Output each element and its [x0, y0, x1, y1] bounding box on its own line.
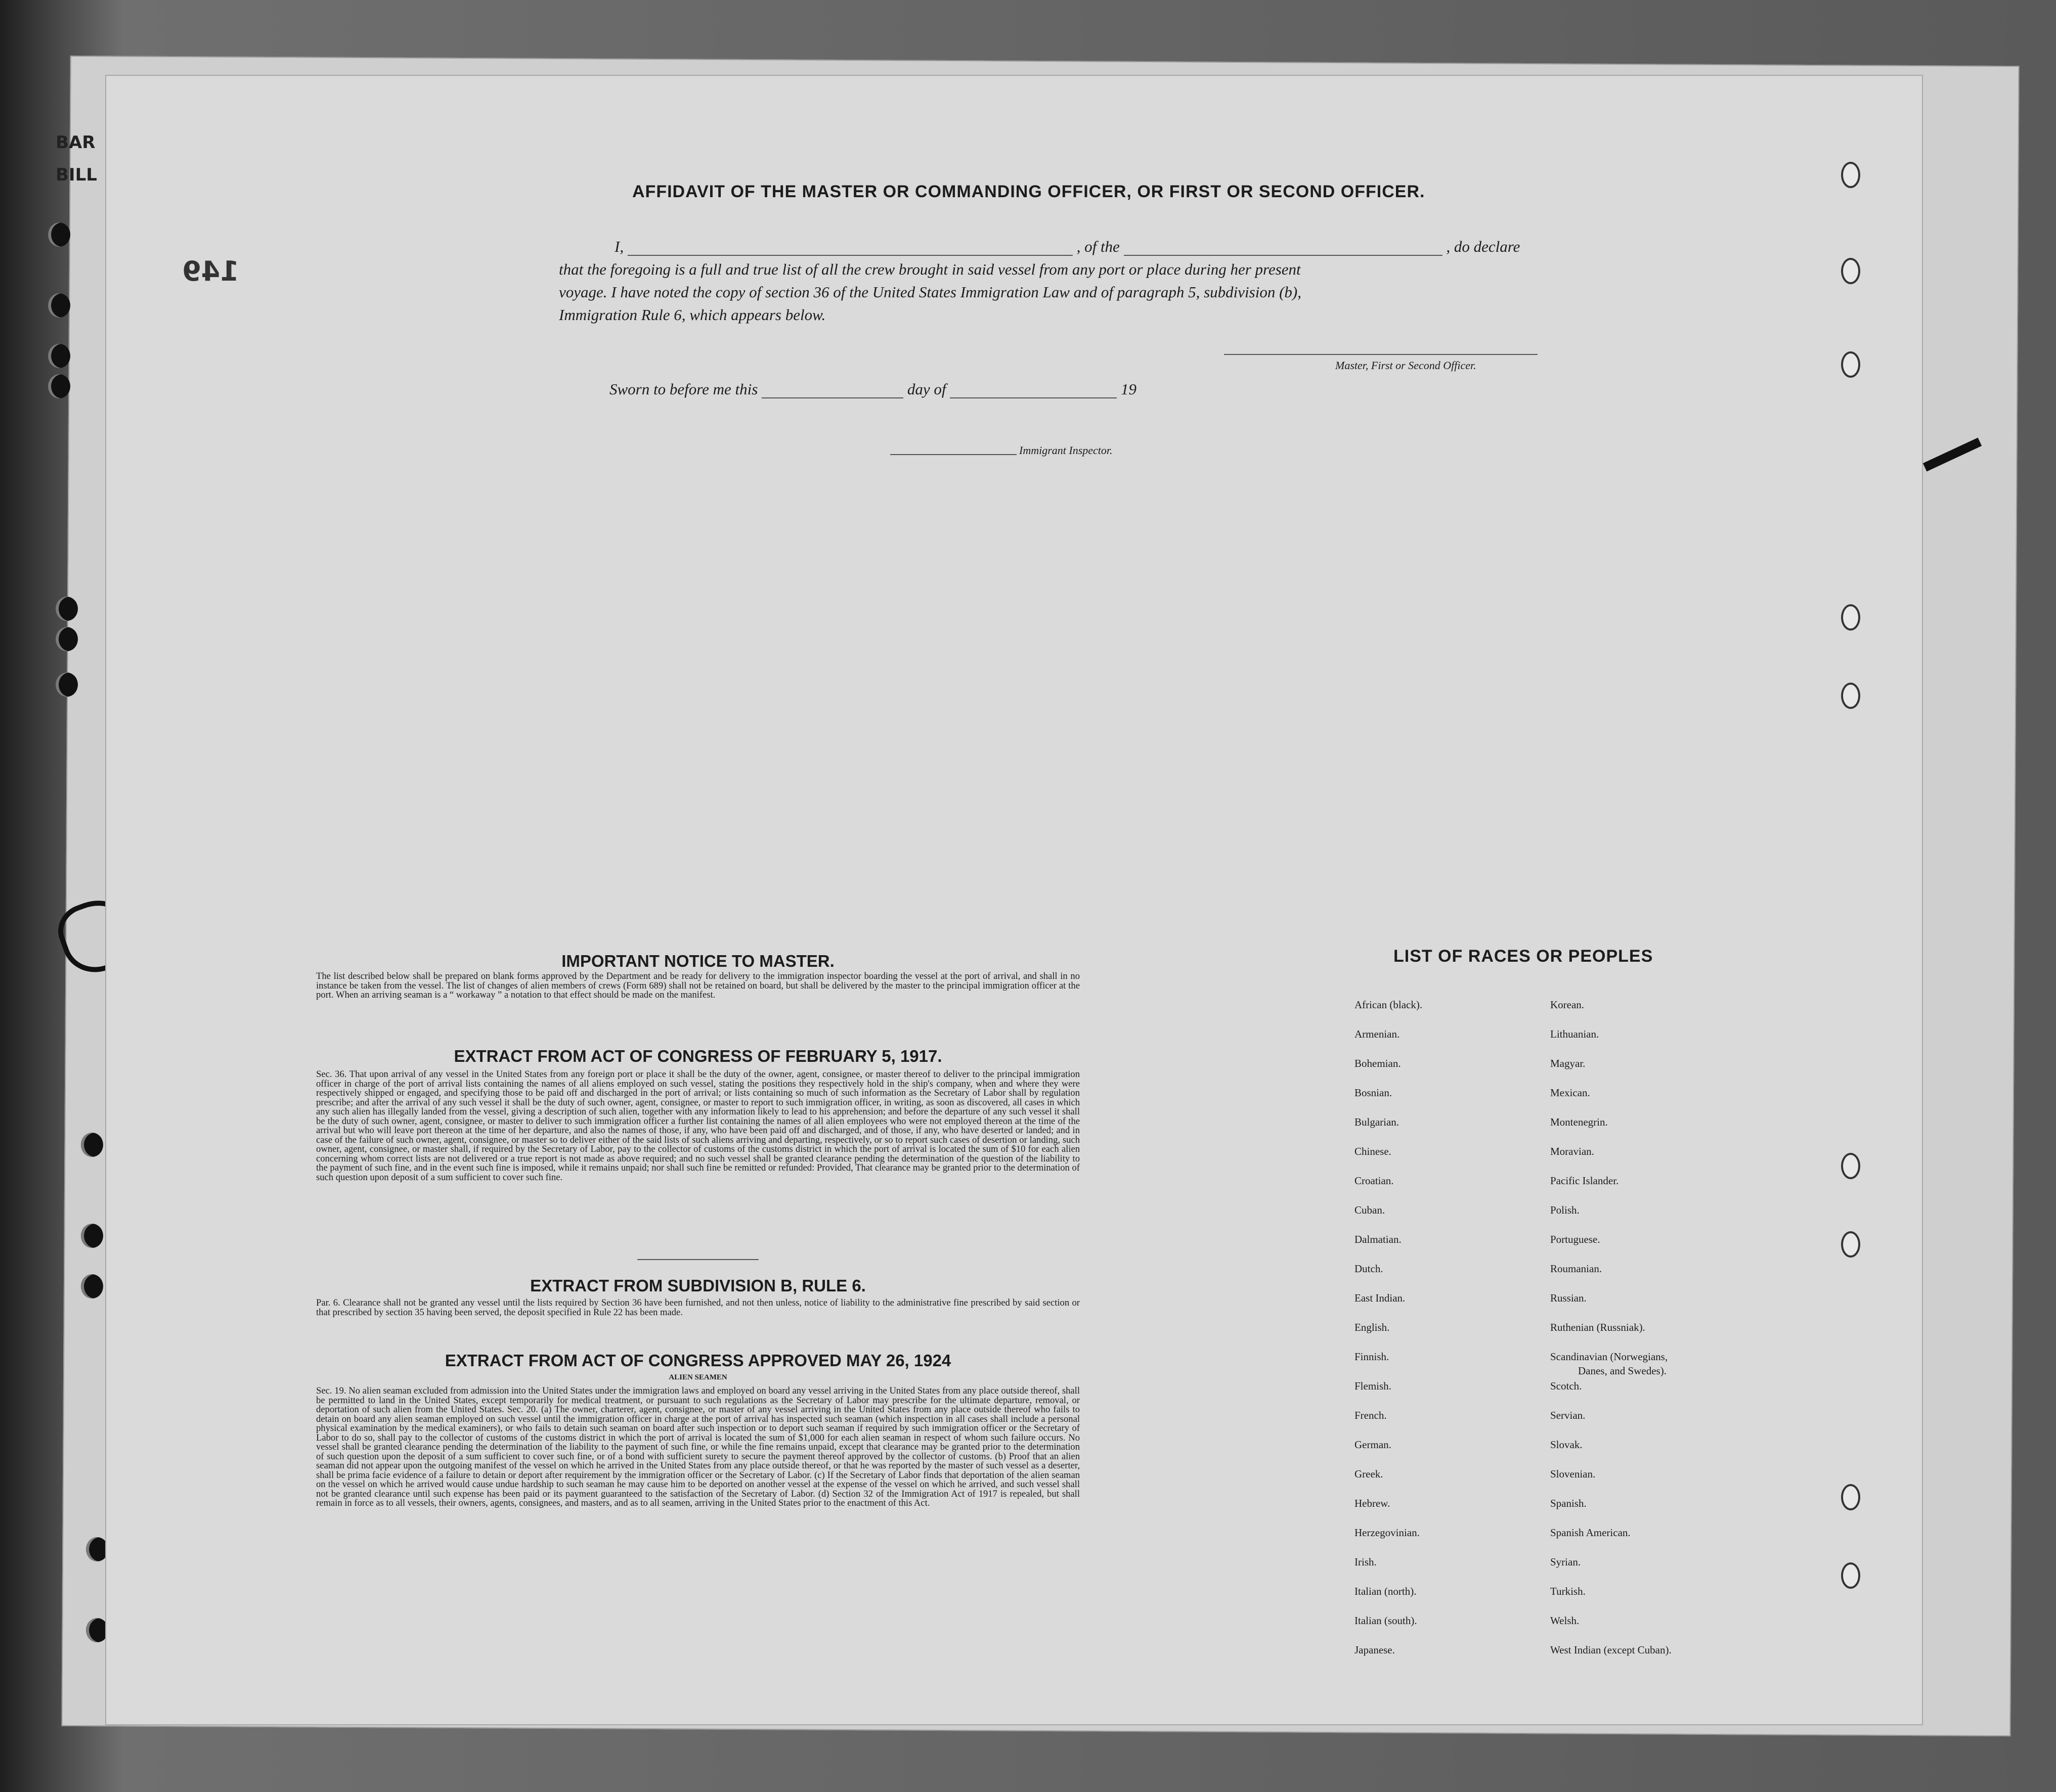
- year-prefix: 19: [1120, 380, 1136, 398]
- race-item: Roumanian.: [1550, 1263, 1602, 1275]
- race-item: Syrian.: [1550, 1556, 1581, 1568]
- binder-hole: [86, 1537, 108, 1561]
- extract-1917-text: Sec. 36. That upon arrival of any vessel in the United States from any foreign port or place it shall be the duty of the owner, agent, consignee, or master thereof to deliver to the principal immigration officer in charge of the port of arrival lists containing the names of all aliens employed on such vessel, stating the positions they respectively hold in the ship's company, when and where they were respectively shipped or engaged, and specifying those to be paid off and discharged in the port of arrival; or lists containing so much of such information as the Secretary of Labor shall by regulation prescribe; and after the arrival of any such vessel it shall be the duty of such owner, agent, consignee, or master to report to such immigration officer, in writing, as soon as discovered, all cases in which any such alien has illegally landed from the vessel, giving a description of such alien, together with any information likely to lead to his apprehension; and before the departure of any such vessel it shall be the duty of such owner, agent, consignee, or master to deliver to such immigration officer a further list containing the names of all alien employees who were not employed thereon at the time of the arrival but who will leave port thereon at the time of her departure, and also the names of those, if any, who have been paid off and discharged, and of those, if any, who have deserted or landed; and in case of the failure of such owner, agent, consignee, or master so to deliver either of the said lists of such aliens arriving and departing, respectively, or so to report such cases of desertion or landing, such owner, agent, consignee, or master shall, if required by the Secretary of Labor, pay to the collector of customs of the customs district in which the port of arrival is located the sum of $10 for each alien concerning whom correct lists are not delivered or a true report is not made as above required; and no such vessel shall be granted clearance pending the determination of the question of the liability to the payment of such fine, and in the event such fine is imposed, while it remains unpaid; nor shall such fine be remitted or refunded: Provided, That clearance may be granted prior to the determination of such question upon deposit of a sum sufficient to cover such fine.: [316, 1069, 1080, 1183]
- inspector-line: [890, 454, 1017, 455]
- binder-hole: [86, 1618, 108, 1642]
- notice-text: The list described below shall be prepared on blank forms approved by the Department and be ready for delivery to the immigration inspector boarding the vessel at the port of arrival, and shall in no instance be taken from the vessel. The list of changes of alien members of crews (Form 689) shall not be retained on board, but shall be delivered by the master to the principal immigration officer at the port. When an arriving seaman is a “ workaway ” a notation to that effect should be made on the manifest.: [316, 971, 1080, 1000]
- race-item: German.: [1354, 1439, 1391, 1451]
- margin-stamp-line: BAR: [56, 132, 96, 153]
- affidavit-i: I,: [615, 238, 624, 255]
- race-item: Moravian.: [1550, 1145, 1594, 1157]
- page-hole: [1841, 1231, 1860, 1258]
- race-item: Mexican.: [1550, 1087, 1590, 1099]
- page-hole: [1841, 351, 1860, 378]
- race-item: Croatian.: [1354, 1175, 1394, 1187]
- race-item: African (black).: [1354, 999, 1423, 1011]
- signature-line: [1224, 354, 1538, 355]
- page-hole: [1841, 1484, 1860, 1510]
- race-item: Bulgarian.: [1354, 1116, 1399, 1128]
- affidavit-title: AFFIDAVIT OF THE MASTER OR COMMANDING OFFICER, OR FIRST OR SECOND OFFICER.: [632, 182, 1425, 201]
- sworn-month-blank[interactable]: [950, 397, 1117, 398]
- signature-label: Master, First or Second Officer.: [1335, 359, 1476, 372]
- race-item: English.: [1354, 1321, 1390, 1333]
- affidavit-of-the: , of the: [1076, 238, 1120, 255]
- binder-hole: [48, 222, 70, 247]
- race-item: Slovak.: [1550, 1439, 1583, 1451]
- race-item: Pacific Islander.: [1550, 1175, 1619, 1187]
- page-hole: [1841, 258, 1860, 284]
- sworn-label: Sworn to before me this: [609, 380, 758, 398]
- extract-1924-subtitle: ALIEN SEAMEN: [669, 1373, 727, 1381]
- binder-hole: [56, 597, 78, 621]
- race-item: Welsh.: [1550, 1615, 1580, 1627]
- race-item: Slovenian.: [1550, 1468, 1596, 1480]
- page-hole: [1841, 683, 1860, 709]
- race-item: Portuguese.: [1550, 1233, 1600, 1245]
- extract-1924-title: EXTRACT FROM ACT OF CONGRESS APPROVED MAY 26, 1924: [445, 1351, 951, 1370]
- sworn-day-blank[interactable]: [762, 397, 903, 398]
- binder-hole: [48, 344, 70, 368]
- race-item: Scotch.: [1550, 1380, 1582, 1392]
- race-item: Dutch.: [1354, 1263, 1383, 1275]
- race-item: Herzegovinian.: [1354, 1527, 1420, 1539]
- race-item: Bohemian.: [1354, 1057, 1401, 1069]
- binder-hole: [48, 374, 70, 398]
- name-blank[interactable]: [628, 255, 1073, 256]
- race-item: Montenegrin.: [1550, 1116, 1608, 1128]
- sworn-line: [609, 380, 1136, 398]
- vessel-blank[interactable]: [1124, 255, 1442, 256]
- affidavit-line-3: voyage. I have noted the copy of section 36 of the United States Immigration Law and of paragraph 5, subdivision (b),: [559, 283, 1301, 301]
- margin-stamp-line: BILL: [56, 165, 97, 185]
- race-item: Hebrew.: [1354, 1497, 1390, 1509]
- binder-hole: [81, 1133, 103, 1157]
- race-item: West Indian (except Cuban).: [1550, 1644, 1672, 1656]
- race-item: Lithuanian.: [1550, 1028, 1599, 1040]
- affidavit-do-declare: , do declare: [1446, 238, 1520, 255]
- subdivision-b-text: Par. 6. Clearance shall not be granted any vessel until the lists required by Section 36 have been furnished, and not then unless, notice of liability to the administrative fine prescribed by said section or that prescribed by section 35 having been served, the deposit specified in Rule 22 has been made.: [316, 1297, 1080, 1318]
- inspector-label: Immigrant Inspector.: [1019, 444, 1113, 457]
- notice-title: IMPORTANT NOTICE TO MASTER.: [561, 952, 835, 970]
- page-hole: [1841, 604, 1860, 631]
- binder-hole: [48, 293, 70, 318]
- race-item: Scandinavian (Norwegians,: [1550, 1351, 1668, 1363]
- binder-hole: [56, 627, 78, 651]
- binder-hole: [56, 673, 78, 697]
- race-item: Armenian.: [1354, 1028, 1400, 1040]
- race-item: Italian (south).: [1354, 1615, 1417, 1627]
- race-item: Polish.: [1550, 1204, 1580, 1216]
- page-number: 149: [182, 255, 239, 287]
- section-divider: [637, 1259, 759, 1260]
- race-item: Chinese.: [1354, 1145, 1391, 1157]
- page-hole: [1841, 162, 1860, 188]
- binder-hole: [81, 1224, 103, 1248]
- race-item: Cuban.: [1354, 1204, 1385, 1216]
- page-hole: [1841, 1153, 1860, 1179]
- race-item: Spanish.: [1550, 1497, 1587, 1509]
- page-hole: [1841, 1562, 1860, 1589]
- race-item: Flemish.: [1354, 1380, 1391, 1392]
- affidavit-line-2: that the foregoing is a full and true list of all the crew brought in said vessel from any port or place during her present: [559, 260, 1301, 278]
- race-item: Korean.: [1550, 999, 1585, 1011]
- margin-stamp: [56, 126, 97, 191]
- race-item: Japanese.: [1354, 1644, 1395, 1656]
- race-item: Magyar.: [1550, 1057, 1586, 1069]
- race-item: Greek.: [1354, 1468, 1383, 1480]
- extract-1917-title: EXTRACT FROM ACT OF CONGRESS OF FEBRUARY 5, 1917.: [454, 1047, 942, 1065]
- race-item: Spanish American.: [1550, 1527, 1631, 1539]
- affidavit-line-4: Immigration Rule 6, which appears below.: [559, 306, 826, 324]
- race-item: Finnish.: [1354, 1351, 1389, 1363]
- extract-1924-text: Sec. 19. No alien seaman excluded from admission into the United States under the immigration laws and employed on board any vessel arriving in the United States from any place outside thereof, shall be permitted to land in the United States, except temporarily for medical treatment, or pursuant to such regulations as the Secretary of Labor may prescribe for the ultimate departure, removal, or deportation of such alien from the United States. Sec. 20. (a) The owner, charterer, agent, consignee, or master of any vessel arriving in the United States from any place outside thereof who fails to detain on board any alien seaman employed on such vessel until the immigration officer in charge at the port of arrival has inspected such seaman (which inspection in all cases shall include a personal physical examination by the medical examiners), or who fails to detain such seaman on board after such inspection or to deport such seaman if required by such immigration officer or the Secretary of Labor to do so, shall pay to the collector of customs of the customs district in which the port of arrival is located the sum of $1,000 for each alien seaman in respect of whom such failure occurs. No vessel shall be granted clearance pending the determination of the liability to the payment of such fine, or while the fine remains unpaid, except that clearance may be granted prior to the determination of such question upon the deposit of a sum sufficient to cover such fine, or of a bond with sufficient surety to secure the payment thereof approved by the collector of customs. (b) Proof that an alien seaman did not appear upon the outgoing manifest of the vessel on which he arrived in the United States from any place outside thereof, or that he was reported by the master of such vessel as a deserter, shall be prima facie evidence of a failure to detain or deport after requirement by the immigration officer or the Secretary of Labor. (c) If the Secretary of Labor finds that deportation of the alien seaman on the vessel on which he arrived would cause undue hardship to such seaman he may cause him to be deported on another vessel at the expense of the vessel on which he arrived, and such vessel shall not be granted clearance until such expense has been paid or its payment guaranteed to the satisfaction of the Secretary of Labor. (d) Section 32 of the Immigration Act of 1917 is repealed, but shall remain in force as to all vessels, their owners, agents, consignees, and masters, and as to all seamen, arriving in the United States prior to the enactment of this Act.: [316, 1385, 1080, 1508]
- day-of-label: day of: [907, 380, 946, 398]
- race-item: East Indian.: [1354, 1292, 1406, 1304]
- binder-hole: [81, 1274, 103, 1298]
- race-item: Dalmatian.: [1354, 1233, 1402, 1245]
- race-item: Russian.: [1550, 1292, 1587, 1304]
- race-item: Italian (north).: [1354, 1585, 1417, 1597]
- race-item: Danes, and Swedes).: [1578, 1365, 1667, 1377]
- races-title: LIST OF RACES OR PEOPLES: [1393, 947, 1653, 966]
- race-item: Irish.: [1354, 1556, 1377, 1568]
- affidavit-line-1: [615, 238, 1520, 256]
- race-item: Bosnian.: [1354, 1087, 1392, 1099]
- race-item: Servian.: [1550, 1409, 1586, 1421]
- race-item: French.: [1354, 1409, 1387, 1421]
- subdivision-b-title: EXTRACT FROM SUBDIVISION B, RULE 6.: [530, 1276, 866, 1295]
- race-item: Ruthenian (Russniak).: [1550, 1321, 1645, 1333]
- race-item: Turkish.: [1550, 1585, 1586, 1597]
